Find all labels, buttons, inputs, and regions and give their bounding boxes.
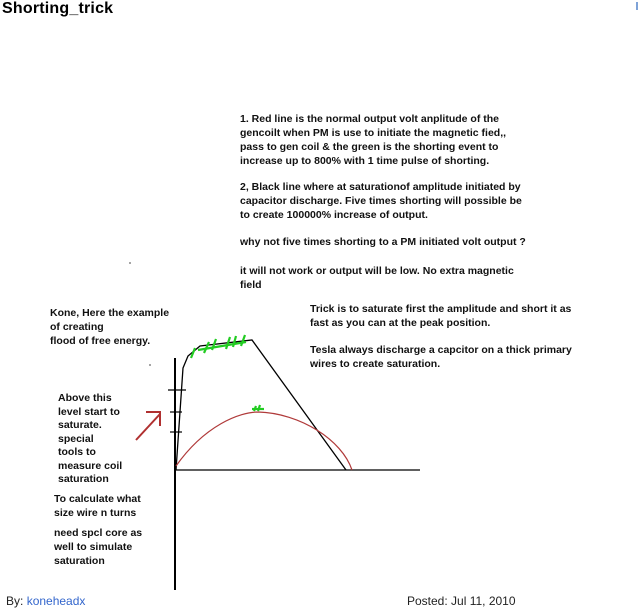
note-wire-size: To calculate what size wire n turns — [54, 493, 141, 519]
corner-mark — [636, 2, 638, 10]
note-kone-example: Kone, Here the example of creating flood of free energy. — [50, 307, 170, 347]
note-red-line: 1. Red line is the normal output volt anplitude of the gencoilt when PM is use to initiate the magnetic fied,, pass to gen coil & the green is the shorting event to increase up to 800% with 1 time pulse of shorting. — [240, 113, 507, 167]
dot-mark — [129, 262, 131, 264]
by-label: By: — [6, 594, 24, 608]
dot-mark — [149, 364, 151, 366]
footer-author — [6, 594, 85, 608]
arrow-icon — [136, 412, 160, 440]
diagram-image — [0, 20, 640, 592]
note-black-line: 2, Black line where at saturationof amplitude initiated by capacitor discharge. Five times shorting will possible be to create 100000% increase of output. — [240, 181, 522, 221]
note-saturate-level: Above this level start to saturate. special tools to measure coil saturation — [58, 392, 123, 485]
note-answer: it will not work or output will be low. No extra magnetic field — [240, 265, 514, 291]
author-link[interactable]: koneheadx — [26, 594, 86, 608]
note-question: why not five times shorting to a PM initiated volt output ? — [240, 236, 526, 248]
footer-posted: Posted: Jul 11, 2010 — [407, 594, 516, 608]
page-title: Shorting_trick — [2, 0, 114, 17]
note-trick: Trick is to saturate first the amplitude and short it as fast as you can at the peak position. — [310, 303, 572, 329]
note-core: need spcl core as well to simulate saturation — [54, 527, 143, 567]
note-tesla: Tesla always discharge a capcitor on a thick primary wires to create saturation. — [310, 344, 572, 370]
